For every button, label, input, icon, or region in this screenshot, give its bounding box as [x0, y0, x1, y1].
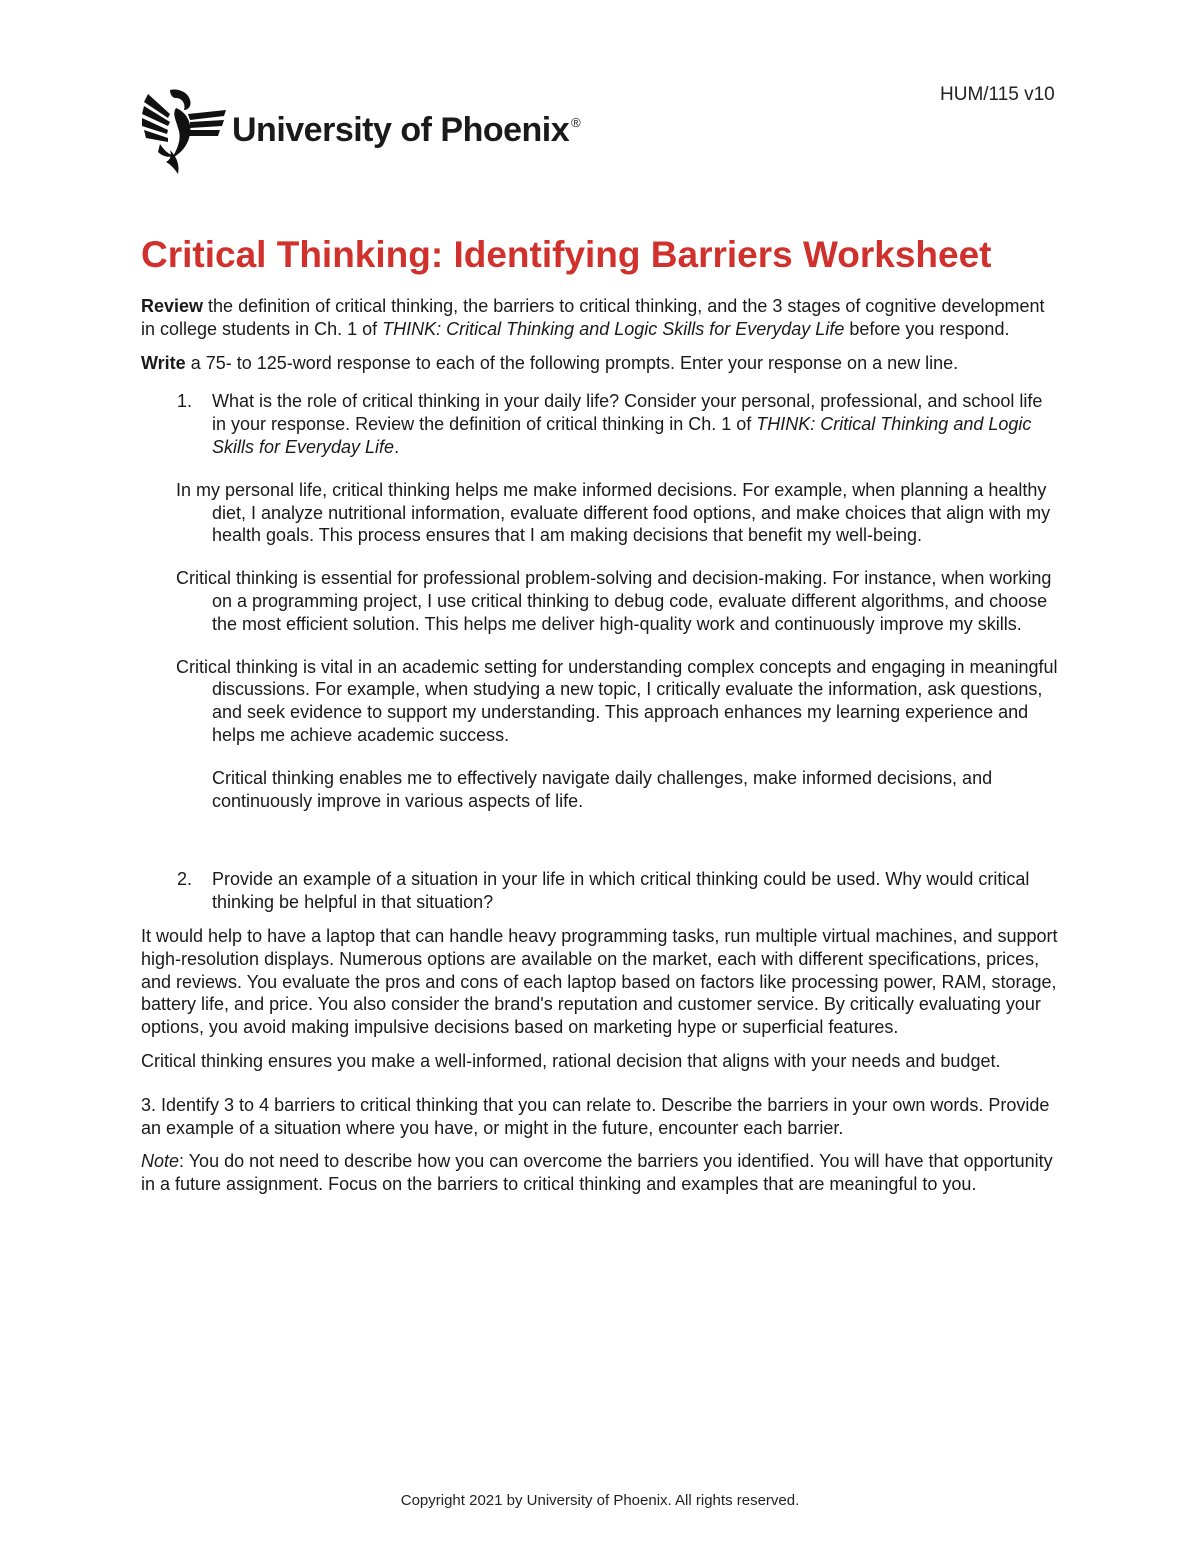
logo-text: University of Phoenix [232, 110, 570, 149]
write-text: a 75- to 125-word response to each of the following prompts. Enter your response on a new line. [185, 352, 959, 373]
copyright-footer: Copyright 2021 by University of Phoenix. All rights reserved. [400, 1492, 800, 1509]
question-3: 3. Identify 3 to 4 barriers to critical thinking that you can relate to. Describe the barriers in your own words. Provide an example of a situation where you have, or might in the future, encounter each barrier. [141, 1094, 1050, 1138]
question-text: Provide an example of a situation in your life in which critical thinking could be used. Why would critical thinking be helpful in that situation? [212, 869, 1030, 913]
write-instruction [141, 352, 1061, 375]
q2-conclusion: Critical thinking ensures you make a well-informed, rational decision that aligns with your needs and budget. [141, 1050, 1001, 1071]
q1-summary: Critical thinking enables me to effectively navigate daily challenges, make informed decisions, and continuously improve in various aspects of life. [212, 767, 993, 811]
q1-response-academic: Critical thinking is vital in an academic setting for understanding complex concepts and engaging in meaningful discussions. For example, when studying a new topic, I critically evaluate the information, ask questions, and seek evidence to support my understanding. This approach enhances my learning experience and helps me achieve academic success. [176, 656, 1058, 745]
logo-wordmark [232, 111, 580, 150]
review-text: the definition of critical thinking, the barriers to critical thinking, and the 3 stages of cognitive development in college students in Ch. 1 of [141, 296, 1045, 339]
review-end: before you respond. [844, 318, 1010, 339]
book-title: THINK: Critical Thinking and Logic Skills for Everyday Life [382, 318, 845, 339]
note-text: : You do not need to describe how you can overcome the barriers you identified. You will have that opportunity in a future assignment. Focus on the barriers to critical thinking and examples that are meaningful to you. [141, 1151, 1053, 1195]
course-code: HUM/115 v10 [940, 84, 1055, 105]
question-1-text: What is the role of critical thinking in your daily life? Consider your personal, professional, and school life in your response. Review the definition of critical thinking in Ch. 1 of [212, 391, 1043, 435]
question-1 [141, 390, 1061, 458]
review-label: Review [141, 296, 204, 316]
q2-response: It would help to have a laptop that can handle heavy programming tasks, run multiple virtual machines, and support high-resolution displays. Numerous options are available on the market, each with different specifications, prices, and reviews. You evaluate the pros and cons of each laptop based on factors like processing power, RAM, storage, battery life, and price. You also consider the brand's reputation and customer service. By critically evaluating your options, you avoid making impulsive decisions based on marketing hype or superficial features. [141, 925, 1058, 1038]
phoenix-bird-icon [140, 84, 228, 176]
question-3-note [141, 1150, 1061, 1196]
question-2 [141, 868, 1061, 914]
question-text [212, 390, 1061, 458]
university-logo [140, 84, 580, 176]
question-number: 2. [177, 869, 193, 890]
question-number: 1. [177, 391, 193, 412]
review-instruction [141, 295, 1061, 341]
q1-response-personal: In my personal life, critical thinking helps me make informed decisions. For example, when planning a healthy diet, I analyze nutritional information, evaluate different food options, and make choices that align with my health goals. This process ensures that I am making decisions that benefit my well-being. [176, 479, 1051, 546]
question-1-book-title: THINK: Critical Thinking and Logic Skills for Everyday Life [212, 414, 1032, 457]
q1-response-professional: Critical thinking is essential for professional problem-solving and decision-making. For instance, when working on a programming project, I use critical thinking to debug code, evaluate different algorithms, and choose the most efficient solution. This helps me deliver high-quality work and continuously improve my skills. [176, 568, 1052, 634]
registered-mark: ® [571, 114, 581, 130]
worksheet-body [141, 295, 1061, 1196]
write-label: Write [141, 352, 186, 373]
page-title: Critical Thinking: Identifying Barriers Worksheet [141, 234, 992, 275]
note-label: Note [141, 1151, 180, 1172]
question-1-end: . [394, 436, 400, 457]
